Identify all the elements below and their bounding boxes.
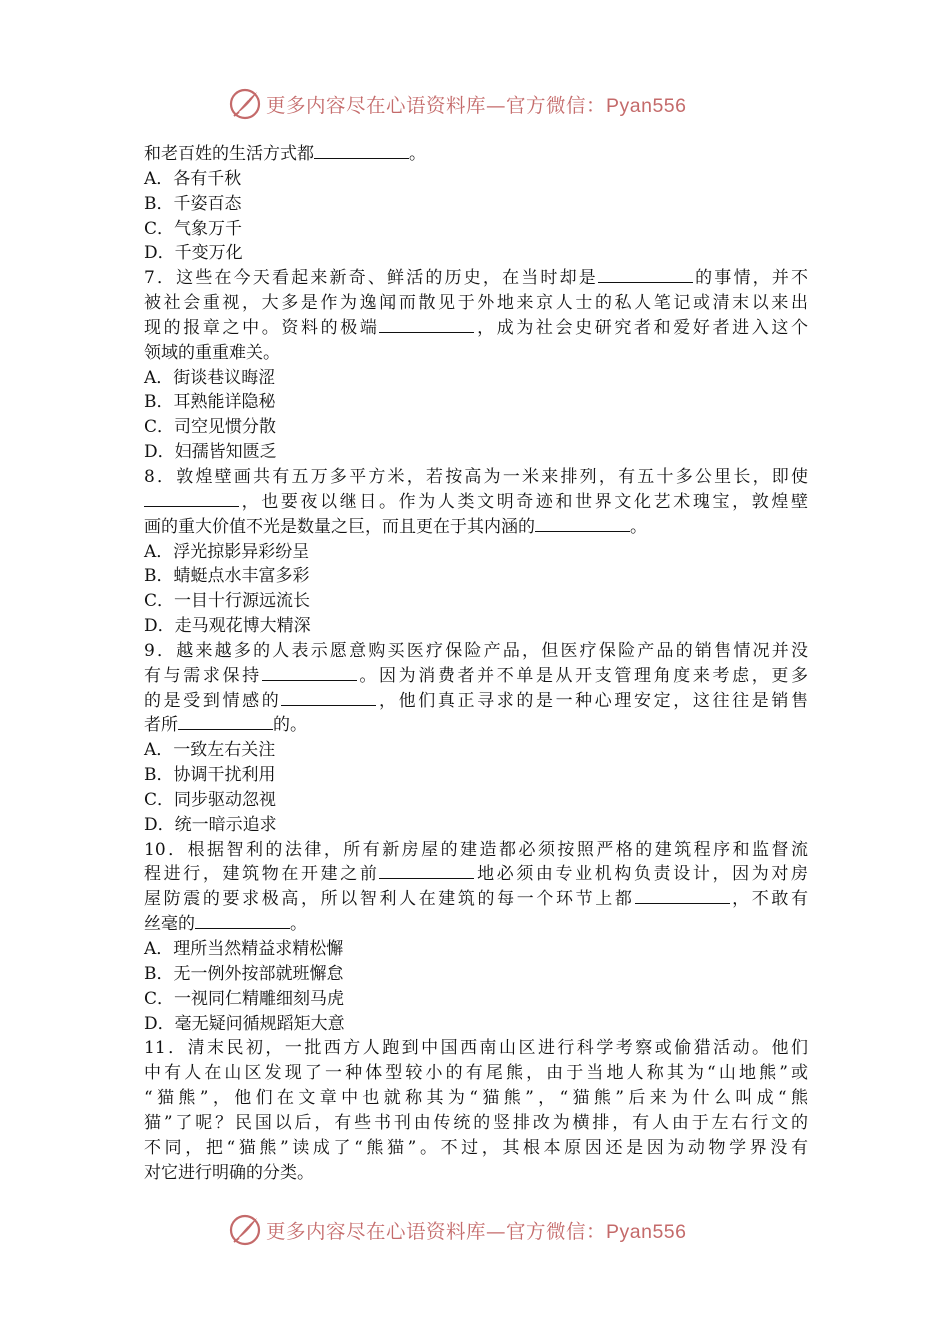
text-segment: 。因为消费者并不单是从开支管理角度来考虑，更多 (356, 665, 808, 686)
text-segment: A．各有千秋 (144, 168, 242, 189)
text-line (144, 1086, 808, 1111)
text-segment: B．协调干扰利用 (144, 765, 276, 786)
text-line (144, 689, 808, 714)
text-line (144, 862, 808, 887)
text-segment: 有与需求保持 (144, 665, 262, 686)
text-segment: 。 (630, 516, 647, 537)
text-segment: B．无一例外按部就班懈怠 (144, 963, 344, 984)
text-segment: B．耳熟能详隐秘 (144, 392, 276, 413)
text-line (144, 838, 808, 863)
text-line (144, 515, 808, 540)
text-segment: ，也要夜以继日。作为人类文明奇迹和世界文化艺术瑰宝，敦煌壁 (239, 491, 808, 512)
text-segment: D．千变万化 (144, 243, 243, 264)
text-segment: 中有人在山区发现了一种体型较小的有尾熊，由于当地人称其为“山地熊”或 (144, 1063, 808, 1084)
watermark-text: 更多内容尽在心语资料库—官方微信：Pyan556 (266, 94, 687, 117)
text-segment: ，不敢有 (729, 889, 808, 910)
text-segment: 。 (409, 144, 426, 164)
text-line (144, 788, 808, 813)
text-segment: 现的报章之中。资料的极端 (144, 317, 380, 338)
text-line (144, 937, 808, 962)
text-segment: A．街谈巷议晦涩 (144, 367, 276, 388)
text-line (144, 664, 808, 689)
text-segment: C．一视同仁精雕细刻马虎 (144, 988, 345, 1009)
text-line (144, 1036, 808, 1061)
answer-blank (635, 888, 730, 904)
text-line (144, 738, 808, 763)
header-watermark (228, 86, 687, 122)
text-line (144, 167, 808, 192)
text-line (144, 564, 808, 589)
text-segment: 画的重大价值不光是数量之巨，而且更在于其内涵的 (144, 516, 535, 537)
text-line (144, 763, 808, 788)
text-line (144, 217, 808, 242)
text-line (144, 142, 808, 167)
text-segment: A．理所当然精益求精松懈 (144, 939, 344, 959)
text-line (144, 813, 808, 838)
answer-blank (379, 863, 474, 879)
text-line (144, 341, 808, 366)
text-line (144, 291, 808, 316)
text-line (144, 316, 808, 341)
text-segment: 9．越来越多的人表示愿意购买医疗保险产品，但医疗保险产品的销售情况并没 (144, 640, 808, 661)
text-segment: 者所 (144, 715, 178, 736)
text-segment: 和老百姓的生活方式都 (144, 144, 314, 164)
text-segment: C．司空见惯分散 (144, 417, 277, 438)
text-segment: B．蜻蜓点水丰富多彩 (144, 566, 310, 587)
text-line (144, 415, 808, 440)
text-segment: 猫”了呢？民国以后，有些书刊由传统的竖排改为横排，有人由于左右行文的 (144, 1112, 808, 1133)
text-segment: ，成为社会史研究者和爱好者进入这个 (474, 317, 808, 338)
text-segment: A．一致左右关注 (144, 740, 276, 761)
answer-blank (379, 317, 474, 333)
quill-logo-icon (228, 1213, 262, 1247)
text-line (144, 987, 808, 1012)
text-segment: D．走马观花博大精深 (144, 616, 311, 637)
text-segment: B．千姿百态 (144, 193, 242, 214)
text-line (144, 887, 808, 912)
document-body (144, 142, 808, 1185)
text-line (144, 490, 808, 515)
watermark-text: 更多内容尽在心语资料库—官方微信：Pyan556 (266, 1220, 687, 1243)
text-segment: 的事情，并不 (692, 268, 808, 289)
answer-blank (178, 714, 273, 730)
text-segment: 地必须由专业机构负责设计，因为对房 (474, 864, 808, 885)
text-line (144, 589, 808, 614)
text-segment: 丝毫的 (144, 914, 195, 935)
text-segment: 8．敦煌壁画共有五万多平方米，若按高为一米来排列，有五十多公里长，即使 (144, 466, 808, 487)
text-segment: 领域的重重难关。 (144, 342, 280, 363)
text-segment: 11．清末民初，一批西方人跑到中国西南山区进行科学考察或偷猎活动。他们 (144, 1038, 808, 1059)
text-line (144, 912, 808, 937)
text-line (144, 1012, 808, 1037)
text-segment: D．统一暗示追求 (144, 814, 277, 835)
text-line (144, 192, 808, 217)
text-line (144, 540, 808, 565)
text-segment: 不同，把“猫熊”读成了“熊猫”。不过，其根本原因还是因为动物学界没有 (144, 1137, 808, 1158)
footer-watermark (228, 1212, 687, 1248)
text-segment: 被社会重视，大多是作为逸闻而散见于外地来京人士的私人笔记或清末以来出 (144, 293, 808, 314)
text-segment: D．妇孺皆知匮乏 (144, 442, 277, 463)
text-line (144, 440, 808, 465)
text-line (144, 639, 808, 664)
quill-logo-icon (228, 87, 262, 121)
text-segment: 屋防震的要求极高，所以智利人在建筑的每一个环节上都 (144, 889, 635, 910)
answer-blank (598, 267, 693, 283)
text-segment: 7．这些在今天看起来新奇、鲜活的历史，在当时却是 (144, 268, 598, 289)
text-line (144, 366, 808, 391)
answer-blank (262, 665, 357, 681)
text-segment: 的是受到情感的 (144, 690, 282, 711)
text-segment: 的。 (273, 715, 307, 736)
text-line (144, 266, 808, 291)
text-segment: D．毫无疑问循规蹈矩大意 (144, 1013, 345, 1034)
text-line (144, 241, 808, 266)
text-line (144, 713, 808, 738)
text-segment: 。 (290, 914, 307, 935)
text-segment: A．浮光掠影异彩纷呈 (144, 541, 310, 562)
text-segment: C．同步驱动忽视 (144, 789, 277, 810)
text-line (144, 465, 808, 490)
text-segment: ，他们真正寻求的是一种心理安定，这往往是销售 (376, 690, 808, 711)
text-line (144, 1111, 808, 1136)
text-segment: 程进行，建筑物在开建之前 (144, 864, 380, 885)
text-segment: “猫熊”，他们在文章中也就称其为“猫熊”，“猫熊”后来为什么叫成“熊 (144, 1088, 808, 1109)
answer-blank (314, 143, 409, 159)
text-line (144, 1136, 808, 1161)
text-line (144, 1161, 808, 1186)
text-line (144, 1061, 808, 1086)
answer-blank (281, 690, 376, 706)
text-line (144, 390, 808, 415)
text-segment: 10．根据智利的法律，所有新房屋的建造都必须按照严格的建筑程序和监督流 (144, 839, 808, 860)
answer-blank (144, 491, 239, 507)
text-segment: C．气象万千 (144, 218, 243, 239)
text-line (144, 962, 808, 987)
text-line (144, 614, 808, 639)
answer-blank (535, 516, 630, 532)
answer-blank (195, 913, 290, 929)
text-segment: 对它进行明确的分类。 (144, 1162, 314, 1183)
text-segment: C．一目十行源远流长 (144, 591, 311, 612)
